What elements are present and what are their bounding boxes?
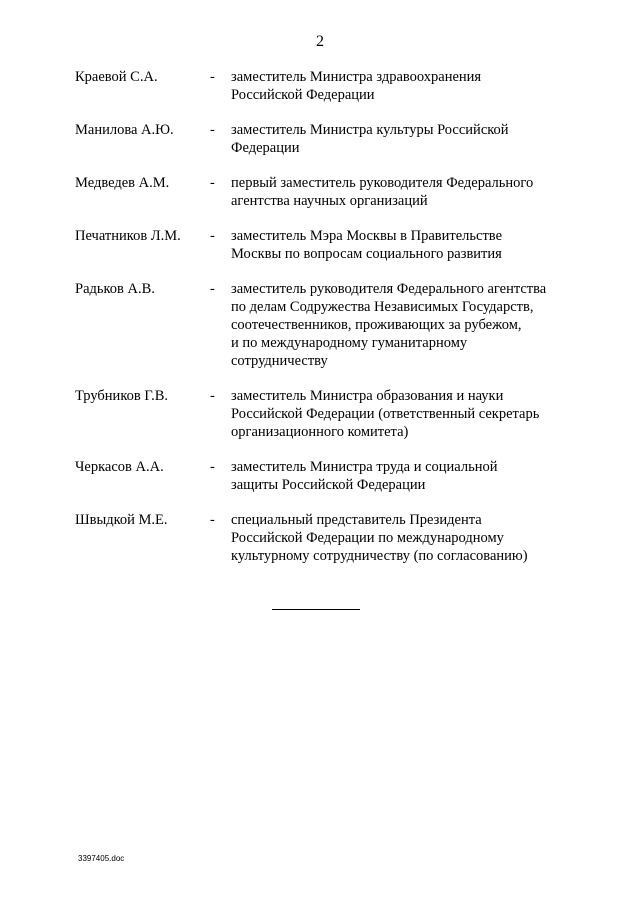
member-role-line: и по международному гуманитарному <box>231 335 468 351</box>
member-role-line: Москвы по вопросам социального развития <box>231 246 502 262</box>
member-name: Печатников Л.М. <box>75 228 181 244</box>
member-row <box>75 227 575 263</box>
member-dash: - <box>210 122 215 138</box>
member-role-line: культурному сотрудничеству (по согласованию) <box>231 548 528 564</box>
member-name: Трубников Г.В. <box>75 388 169 404</box>
member-role-line: по делам Содружества Независимых Государств, <box>231 299 534 315</box>
member-role-line: специальный представитель Президента <box>231 512 482 528</box>
member-name: Радьков А.В. <box>75 281 155 297</box>
member-role <box>231 121 575 157</box>
member-dash: - <box>210 512 215 528</box>
member-role-line: Федерации <box>231 140 300 156</box>
document-file-id: 3397405.doc <box>78 854 125 863</box>
member-role-line: первый заместитель руководителя Федерального <box>231 175 534 191</box>
member-role-line: агентства научных организаций <box>231 193 428 209</box>
member-role-line: организационного комитета) <box>231 424 409 440</box>
member-role <box>231 227 575 263</box>
member-role-line: Российской Федерации <box>231 87 375 103</box>
member-row <box>75 458 575 494</box>
member-row <box>75 174 575 210</box>
member-row <box>75 387 575 441</box>
member-dash: - <box>210 388 215 404</box>
member-dash: - <box>210 69 215 85</box>
member-dash: - <box>210 228 215 244</box>
member-row <box>75 121 575 157</box>
member-row <box>75 68 575 104</box>
member-role-line: заместитель Министра образования и науки <box>231 388 504 404</box>
member-dash: - <box>210 459 215 475</box>
member-role-line: заместитель Министра культуры Российской <box>231 122 509 138</box>
member-role-line: Российской Федерации (ответственный секретарь <box>231 406 540 422</box>
member-name: Черкасов А.А. <box>75 459 164 475</box>
member-name: Манилова А.Ю. <box>75 122 174 138</box>
member-list <box>75 68 575 565</box>
member-role <box>231 387 575 441</box>
member-role-line: заместитель руководителя Федерального агентства <box>231 281 547 297</box>
member-dash: - <box>210 175 215 191</box>
member-role <box>231 511 575 565</box>
member-name: Краевой С.А. <box>75 69 158 85</box>
member-role-line: защиты Российской Федерации <box>231 477 426 493</box>
member-dash: - <box>210 281 215 297</box>
member-name: Медведев А.М. <box>75 175 170 191</box>
member-role-line: сотрудничеству <box>231 353 328 369</box>
member-role-line: заместитель Министра труда и социальной <box>231 459 498 475</box>
page-number: 2 <box>316 33 324 50</box>
member-role <box>231 280 575 370</box>
member-role <box>231 174 575 210</box>
member-role <box>231 68 575 104</box>
member-row <box>75 280 575 370</box>
member-role-line: заместитель Мэра Москвы в Правительстве <box>231 228 503 244</box>
member-role-line: Российской Федерации по международному <box>231 530 504 546</box>
member-name: Швыдкой М.Е. <box>75 512 168 528</box>
member-role <box>231 458 575 494</box>
closing-divider <box>272 609 360 610</box>
member-row <box>75 511 575 565</box>
member-role-line: соотечественников, проживающих за рубежом, <box>231 317 522 333</box>
member-role-line: заместитель Министра здравоохранения <box>231 69 482 85</box>
